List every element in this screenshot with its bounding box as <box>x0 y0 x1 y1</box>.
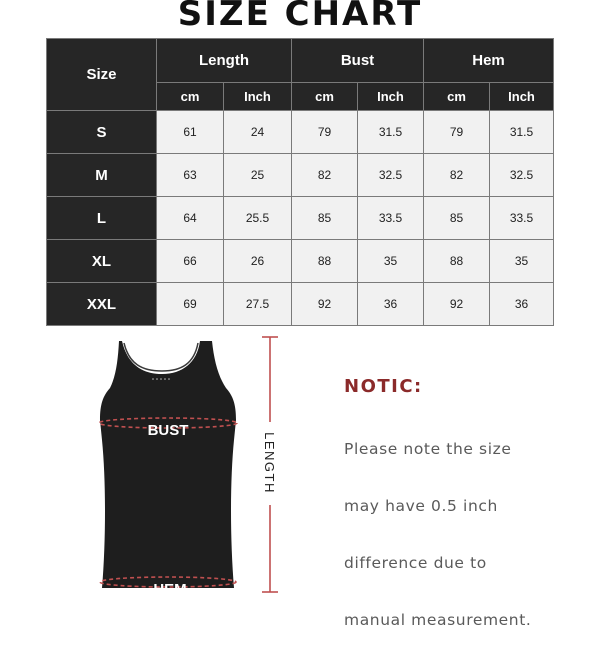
table-cell: 82 <box>424 154 490 197</box>
tank-top-garment <box>100 341 236 588</box>
notice-line: Please note the size <box>344 439 512 458</box>
hem-group-header: Hem <box>424 39 554 83</box>
table-cell: 24 <box>224 111 292 154</box>
table-row <box>47 197 554 240</box>
table-cell: 61 <box>157 111 224 154</box>
table-cell: 33.5 <box>358 197 424 240</box>
size-label: XXL <box>47 283 157 326</box>
table-cell: 79 <box>292 111 358 154</box>
table-cell: 25.5 <box>224 197 292 240</box>
table-cell: 35 <box>490 240 554 283</box>
length-group-header: Length <box>157 39 292 83</box>
table-cell: 63 <box>157 154 224 197</box>
table-cell: 88 <box>292 240 358 283</box>
tank-top-diagram <box>60 330 300 600</box>
table-row <box>47 283 554 326</box>
notice-body <box>344 406 594 663</box>
hem-label: HEM <box>153 581 187 598</box>
chart-title: SIZE CHART <box>177 0 423 34</box>
table-row <box>47 154 554 197</box>
bust-label: BUST <box>147 422 189 439</box>
table-cell: 31.5 <box>490 111 554 154</box>
size-label: M <box>47 154 157 197</box>
notice-line: difference due to <box>344 553 487 572</box>
table-cell: 33.5 <box>490 197 554 240</box>
size-chart-table <box>46 38 554 326</box>
notice-line: manual measurement. <box>344 610 532 629</box>
table-cell: 85 <box>292 197 358 240</box>
table-cell: 31.5 <box>358 111 424 154</box>
notice-line: may have 0.5 inch <box>344 496 498 515</box>
table-cell: 32.5 <box>358 154 424 197</box>
unit-header: cm <box>424 83 490 111</box>
unit-header: cm <box>292 83 358 111</box>
notice-box <box>344 376 594 663</box>
table-cell: 36 <box>490 283 554 326</box>
unit-header: Inch <box>490 83 554 111</box>
table-cell: 35 <box>358 240 424 283</box>
size-column-header: Size <box>47 39 157 111</box>
table-cell: 79 <box>424 111 490 154</box>
table-cell: 36 <box>358 283 424 326</box>
table-cell: 92 <box>424 283 490 326</box>
table-cell: 92 <box>292 283 358 326</box>
unit-header: Inch <box>224 83 292 111</box>
table-cell: 26 <box>224 240 292 283</box>
size-label: S <box>47 111 157 154</box>
unit-header: cm <box>157 83 224 111</box>
unit-header: Inch <box>358 83 424 111</box>
table-cell: 69 <box>157 283 224 326</box>
table-cell: 27.5 <box>224 283 292 326</box>
length-label: LENGTH <box>262 432 277 494</box>
table-cell: 88 <box>424 240 490 283</box>
table-cell: 25 <box>224 154 292 197</box>
table-cell: 32.5 <box>490 154 554 197</box>
table-row <box>47 240 554 283</box>
notice-title: NOTIC: <box>344 376 423 397</box>
size-label: XL <box>47 240 157 283</box>
table-cell: 85 <box>424 197 490 240</box>
table-cell: 82 <box>292 154 358 197</box>
size-label: L <box>47 197 157 240</box>
table-row <box>47 111 554 154</box>
table-cell: 64 <box>157 197 224 240</box>
bust-group-header: Bust <box>292 39 424 83</box>
table-cell: 66 <box>157 240 224 283</box>
